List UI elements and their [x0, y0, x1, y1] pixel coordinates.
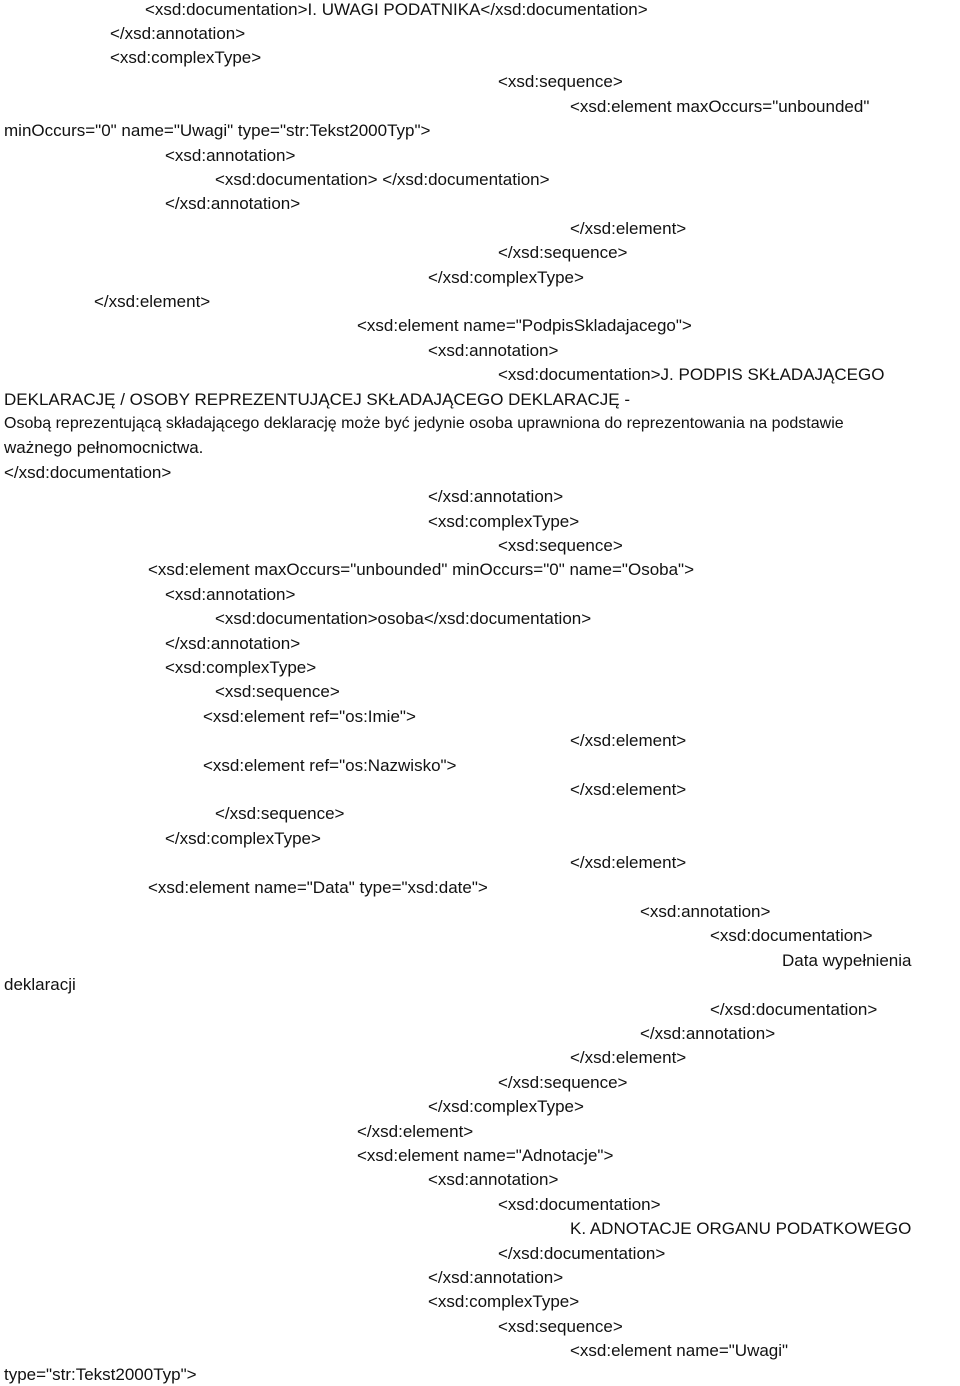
- text-line: <xsd:sequence>: [498, 1317, 623, 1336]
- text-line: </xsd:sequence>: [498, 243, 628, 262]
- text-line: </xsd:complexType>: [165, 829, 321, 848]
- text-line: </xsd:element>: [570, 780, 687, 799]
- text-line: <xsd:complexType>: [165, 658, 317, 677]
- text-line: Osobą reprezentującą składającego deklarację może być jedynie osoba uprawniona do reprezentowania na podstawie: [4, 415, 844, 432]
- text-line: <xsd:element ref="os:Imie">: [203, 707, 416, 726]
- text-line: <xsd:documentation>J. PODPIS SKŁADAJĄCEGO: [498, 365, 885, 384]
- text-line: <xsd:element maxOccurs="unbounded" minOccurs="0" name="Osoba">: [148, 560, 695, 579]
- text-line: <xsd:documentation>: [498, 1195, 661, 1214]
- text-line: </xsd:annotation>: [640, 1024, 776, 1043]
- text-line: <xsd:documentation>I. UWAGI PODATNIKA</xsd:documentation>: [145, 0, 648, 19]
- text-line: <xsd:annotation>: [165, 585, 296, 604]
- text-line: Data wypełnienia: [782, 951, 912, 970]
- text-line: <xsd:documentation>osoba</xsd:documentation>: [215, 609, 592, 628]
- text-line: <xsd:annotation>: [640, 902, 771, 921]
- text-line: <xsd:complexType>: [428, 1292, 580, 1311]
- text-line: <xsd:sequence>: [215, 682, 340, 701]
- text-line: </xsd:element>: [570, 853, 687, 872]
- text-line: <xsd:annotation>: [428, 1170, 559, 1189]
- text-line: </xsd:complexType>: [428, 1097, 584, 1116]
- text-line: </xsd:sequence>: [215, 804, 345, 823]
- text-line: </xsd:documentation>: [4, 463, 172, 482]
- text-line: <xsd:element ref="os:Nazwisko">: [203, 756, 457, 775]
- text-line: <xsd:sequence>: [498, 72, 623, 91]
- text-line: <xsd:annotation>: [165, 146, 296, 165]
- text-line: </xsd:element>: [570, 219, 687, 238]
- text-line: <xsd:element maxOccurs="unbounded": [570, 97, 870, 116]
- text-line: <xsd:documentation>: [710, 926, 873, 945]
- text-line: </xsd:sequence>: [498, 1073, 628, 1092]
- text-line: deklaracji: [4, 975, 76, 994]
- text-line: </xsd:element>: [357, 1122, 474, 1141]
- text-line: <xsd:complexType>: [110, 48, 262, 67]
- text-line: </xsd:complexType>: [428, 268, 584, 287]
- text-line: <xsd:element name="Uwagi": [570, 1341, 789, 1360]
- text-line: <xsd:annotation>: [428, 341, 559, 360]
- text-line: <xsd:element name="PodpisSkladajacego">: [357, 316, 692, 335]
- text-line: </xsd:annotation>: [165, 194, 301, 213]
- text-line: </xsd:annotation>: [428, 487, 564, 506]
- text-line: K. ADNOTACJE ORGANU PODATKOWEGO: [570, 1219, 912, 1238]
- text-line: <xsd:element name="Data" type="xsd:date">: [148, 878, 488, 897]
- text-line: type="str:Tekst2000Typ">: [4, 1365, 197, 1384]
- text-line: </xsd:element>: [94, 292, 211, 311]
- text-line: </xsd:element>: [570, 1048, 687, 1067]
- text-line: </xsd:annotation>: [428, 1268, 564, 1287]
- text-line: minOccurs="0" name="Uwagi" type="str:Tekst2000Typ">: [4, 121, 431, 140]
- text-line: </xsd:documentation>: [710, 1000, 878, 1019]
- text-line: <xsd:sequence>: [498, 536, 623, 555]
- text-line: <xsd:documentation> </xsd:documentation>: [215, 170, 550, 189]
- text-line: </xsd:documentation>: [498, 1244, 666, 1263]
- text-line: </xsd:element>: [570, 731, 687, 750]
- text-line: </xsd:annotation>: [165, 634, 301, 653]
- text-line: <xsd:complexType>: [428, 512, 580, 531]
- text-line: DEKLARACJĘ / OSOBY REPREZENTUJĄCEJ SKŁADAJĄCEGO DEKLARACJĘ -: [4, 390, 631, 409]
- text-line: ważnego pełnomocnictwa.: [4, 438, 204, 457]
- text-line: </xsd:annotation>: [110, 24, 246, 43]
- text-line: <xsd:element name="Adnotacje">: [357, 1146, 614, 1165]
